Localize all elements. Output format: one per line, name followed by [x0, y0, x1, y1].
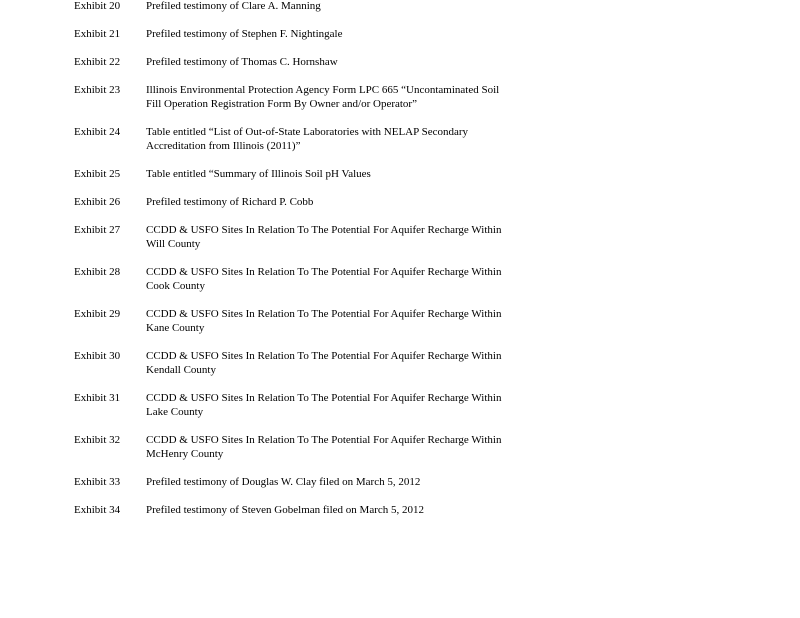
- exhibit-description-line: Fill Operation Registration Form By Owner and/or Operator”: [146, 98, 417, 110]
- exhibit-description-line: Will County: [146, 238, 201, 250]
- exhibit-description-line: Lake County: [146, 406, 204, 418]
- exhibit-description-line: Kane County: [146, 322, 205, 334]
- exhibit-row: [74, 83, 554, 111]
- exhibit-label: Exhibit 28: [74, 266, 121, 278]
- exhibit-description-line: Prefiled testimony of Stephen F. Nightingale: [146, 28, 343, 40]
- exhibit-description-line: Table entitled “List of Out-of-State Laboratories with NELAP Secondary: [146, 126, 469, 138]
- exhibit-description: [146, 83, 554, 111]
- exhibit-description: [146, 125, 554, 153]
- exhibit-row: [74, 503, 554, 517]
- exhibit-description-line: Prefiled testimony of Douglas W. Clay filed on March 5, 2012: [146, 476, 421, 488]
- exhibit-row: [74, 55, 554, 69]
- exhibit-description-line: CCDD & USFO Sites In Relation To The Potential For Aquifer Recharge Within: [146, 224, 502, 236]
- exhibit-description-line: CCDD & USFO Sites In Relation To The Potential For Aquifer Recharge Within: [146, 350, 502, 362]
- exhibit-label: Exhibit 26: [74, 196, 121, 208]
- exhibit-row: [74, 265, 554, 293]
- exhibit-row: [74, 27, 554, 41]
- exhibit-label: Exhibit 24: [74, 126, 121, 138]
- exhibit-row: [74, 125, 554, 153]
- exhibit-description: [146, 265, 554, 293]
- exhibit-row: [74, 391, 554, 419]
- exhibit-description-line: McHenry County: [146, 448, 224, 460]
- exhibit-description-line: Cook County: [146, 280, 205, 292]
- exhibit-label: Exhibit 34: [74, 504, 121, 516]
- exhibit-row: [74, 433, 554, 461]
- exhibit-description-line: Prefiled testimony of Steven Gobelman filed on March 5, 2012: [146, 504, 424, 516]
- exhibit-description: [146, 55, 554, 69]
- exhibit-label: Exhibit 32: [74, 434, 121, 446]
- exhibit-description-line: CCDD & USFO Sites In Relation To The Potential For Aquifer Recharge Within: [146, 308, 502, 320]
- exhibit-label: Exhibit 22: [74, 56, 121, 68]
- exhibit-description-line: Prefiled testimony of Richard P. Cobb: [146, 196, 314, 208]
- exhibit-row: [74, 195, 554, 209]
- exhibit-description: [146, 27, 554, 41]
- exhibit-label: Exhibit 29: [74, 308, 121, 320]
- exhibit-description-line: Prefiled testimony of Clare A. Manning: [146, 0, 321, 12]
- exhibit-label: Exhibit 31: [74, 392, 121, 404]
- exhibit-description: [146, 307, 554, 335]
- exhibit-description-line: CCDD & USFO Sites In Relation To The Potential For Aquifer Recharge Within: [146, 434, 502, 446]
- exhibit-description: [146, 433, 554, 461]
- exhibit-row: [74, 223, 554, 251]
- exhibit-description-line: Accreditation from Illinois (2011)”: [146, 140, 301, 152]
- exhibit-description: [146, 503, 554, 517]
- exhibit-description: [146, 475, 554, 489]
- exhibit-description-line: Prefiled testimony of Thomas C. Hornshaw: [146, 56, 338, 68]
- exhibit-description: [146, 167, 554, 181]
- exhibit-label: Exhibit 23: [74, 84, 121, 96]
- exhibit-label: Exhibit 20: [74, 0, 121, 12]
- exhibit-description: [146, 0, 554, 13]
- exhibit-row: [74, 475, 554, 489]
- exhibit-label: Exhibit 27: [74, 224, 121, 236]
- exhibit-row: [74, 349, 554, 377]
- exhibit-list: [74, 0, 554, 517]
- exhibit-label: Exhibit 33: [74, 476, 121, 488]
- exhibit-row: [74, 307, 554, 335]
- exhibit-description-line: Table entitled “Summary of Illinois Soil pH Values: [146, 168, 371, 180]
- exhibit-row: [74, 167, 554, 181]
- exhibit-description: [146, 391, 554, 419]
- exhibit-description-line: Illinois Environmental Protection Agency Form LPC 665 “Uncontaminated Soil: [146, 84, 500, 96]
- exhibit-description: [146, 223, 554, 251]
- exhibit-description: [146, 195, 554, 209]
- exhibit-description: [146, 349, 554, 377]
- exhibit-description-line: Kendall County: [146, 364, 216, 376]
- exhibit-label: Exhibit 21: [74, 28, 121, 40]
- exhibit-label: Exhibit 25: [74, 168, 121, 180]
- exhibit-row: [74, 0, 554, 13]
- exhibit-description-line: CCDD & USFO Sites In Relation To The Potential For Aquifer Recharge Within: [146, 266, 502, 278]
- exhibit-description-line: CCDD & USFO Sites In Relation To The Potential For Aquifer Recharge Within: [146, 392, 502, 404]
- exhibit-label: Exhibit 30: [74, 350, 121, 362]
